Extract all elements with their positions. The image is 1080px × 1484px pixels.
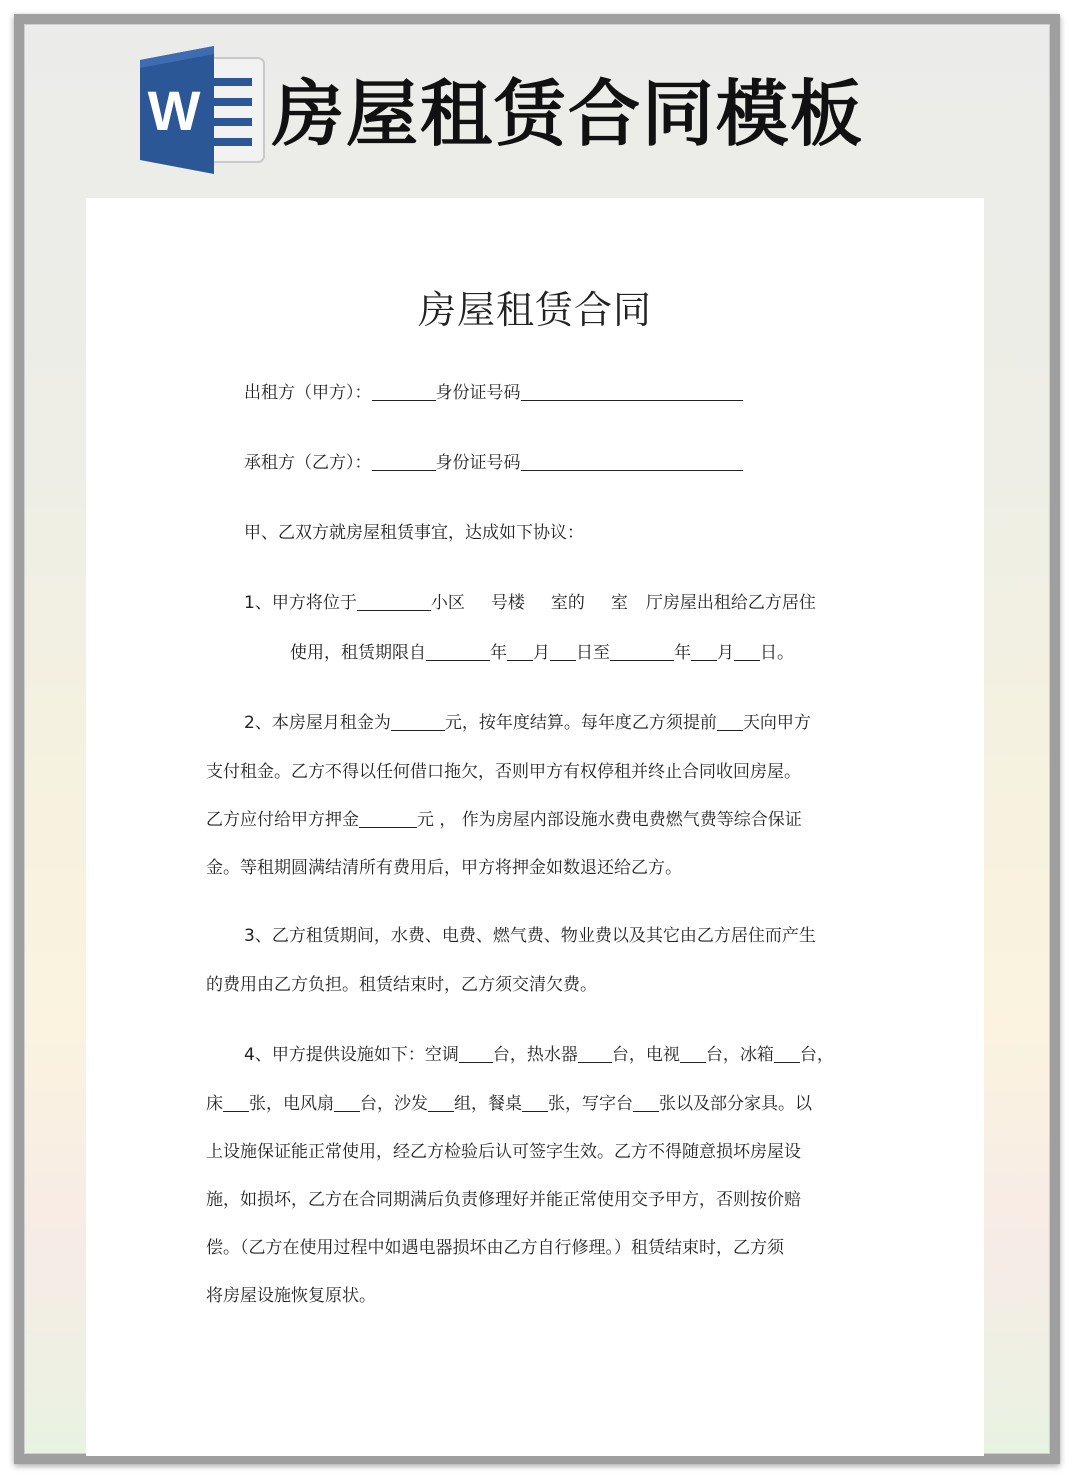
clause-1-line-1 [244, 588, 816, 613]
clause-text: 2、本房屋月租金为 [244, 713, 391, 733]
clause-text: 台，沙发 [360, 1094, 428, 1114]
clause-text: 张以及部分家具。以 [659, 1094, 812, 1114]
clause-text: 元 ， 作为房屋内部设施水费电费燃气费等综合保证 [417, 810, 802, 830]
blank-field [357, 593, 431, 611]
blank-field [521, 453, 743, 471]
blank-field [717, 713, 743, 731]
clause-text: 台， [799, 1045, 834, 1065]
clause-3-line-2: 的费用由乙方负担。租赁结束时，乙方须交清欠费。 [206, 975, 597, 995]
clause-text: 张，电风扇 [249, 1094, 334, 1114]
blank-field [426, 643, 490, 661]
clause-text: 厅房屋出租给乙方居住 [645, 593, 816, 613]
blank-field [691, 643, 717, 661]
clause-2-line-3 [206, 805, 802, 830]
clause-1-line-2 [290, 638, 794, 663]
clause-text: 使用，租赁期限自 [290, 643, 426, 663]
blank-field [610, 643, 674, 661]
clause-text: 月 [533, 643, 550, 663]
clause-text: 年 [674, 643, 691, 663]
clause-text: 元，按年度结算。每年度乙方须提前 [444, 713, 717, 733]
blank-field [359, 810, 417, 828]
clause-text: 天向甲方 [742, 713, 811, 733]
clause-text: 年 [490, 643, 507, 663]
clause-2-line-2: 支付租金。乙方不得以任何借口拖欠，否则甲方有权停租并终止合同收回房屋。 [206, 762, 801, 782]
blank-field [774, 1045, 800, 1063]
clause-text: 日。 [760, 643, 794, 663]
clause-2-line-1 [244, 708, 811, 733]
lessee-line [244, 448, 743, 473]
blank-field [522, 1094, 548, 1112]
clause-text: 月 [717, 643, 734, 663]
clause-text: 台，热水器 [492, 1045, 578, 1065]
intro-line: 甲、乙双方就房屋租赁事宜，达成如下协议： [244, 523, 584, 543]
clause-text: 组，餐桌 [454, 1094, 522, 1114]
clause-2-line-4: 金。等租期圆满结清所有费用后，甲方将押金如数退还给乙方。 [206, 858, 682, 878]
blank-field [734, 643, 760, 661]
clause-text: 床 [206, 1094, 223, 1114]
clause-text: 台，冰箱 [705, 1045, 774, 1065]
lessee-label: 承租方（乙方）： [244, 453, 372, 473]
clause-4-line-2 [206, 1089, 812, 1114]
clause-text: 室 [610, 593, 628, 613]
clause-text: 乙方应付给甲方押金 [206, 810, 359, 830]
clause-4-line-6: 将房屋设施恢复原状。 [206, 1286, 376, 1306]
id-label: 身份证号码 [435, 383, 521, 403]
clause-4-line-5: 偿。（乙方在使用过程中如遇电器损坏由乙方自行修理。）租赁结束时，乙方须 [206, 1238, 784, 1258]
id-label: 身份证号码 [435, 453, 521, 473]
clause-text: 台，电视 [611, 1045, 680, 1065]
lessor-line [244, 378, 743, 403]
clause-text: 1、甲方将位于 [244, 593, 357, 613]
clause-4-line-3: 上设施保证能正常使用，经乙方检验后认可签字生效。乙方不得随意损坏房屋设 [206, 1142, 801, 1162]
blank-field [578, 1045, 612, 1063]
blank-field [391, 713, 445, 731]
clause-text: 日至 [576, 643, 610, 663]
word-icon [136, 44, 268, 176]
blank-field [223, 1094, 249, 1112]
clause-text: 小区 [430, 593, 465, 613]
blank-field [633, 1094, 659, 1112]
blank-field [372, 383, 436, 401]
blank-field [372, 453, 436, 471]
blank-field [550, 643, 576, 661]
banner-title: 房屋租赁合同模板 [272, 72, 865, 156]
blank-field [459, 1045, 493, 1063]
blank-field [521, 383, 743, 401]
lessor-label: 出租方（甲方）： [244, 383, 372, 403]
blank-field [334, 1094, 360, 1112]
word-icon-letter: W [147, 79, 201, 142]
blank-field [680, 1045, 706, 1063]
clause-text: 号楼 [490, 593, 525, 613]
clause-4-line-4: 施，如损坏，乙方在合同期满后负责修理好并能正常使用交予甲方，否则按价赔 [206, 1190, 801, 1210]
blank-field [507, 643, 533, 661]
clause-3-line-1: 3、乙方租赁期间，水费、电费、燃气费、物业费以及其它由乙方居住而产生 [244, 926, 816, 946]
clause-4-line-1 [244, 1040, 834, 1065]
clause-text: 4、甲方提供设施如下：空调 [244, 1045, 459, 1065]
clause-text: 张，写字台 [548, 1094, 633, 1114]
blank-field [428, 1094, 454, 1112]
document-page [86, 198, 984, 1456]
document-title: 房屋租赁合同 [417, 288, 652, 332]
clause-text: 室的 [550, 593, 585, 613]
